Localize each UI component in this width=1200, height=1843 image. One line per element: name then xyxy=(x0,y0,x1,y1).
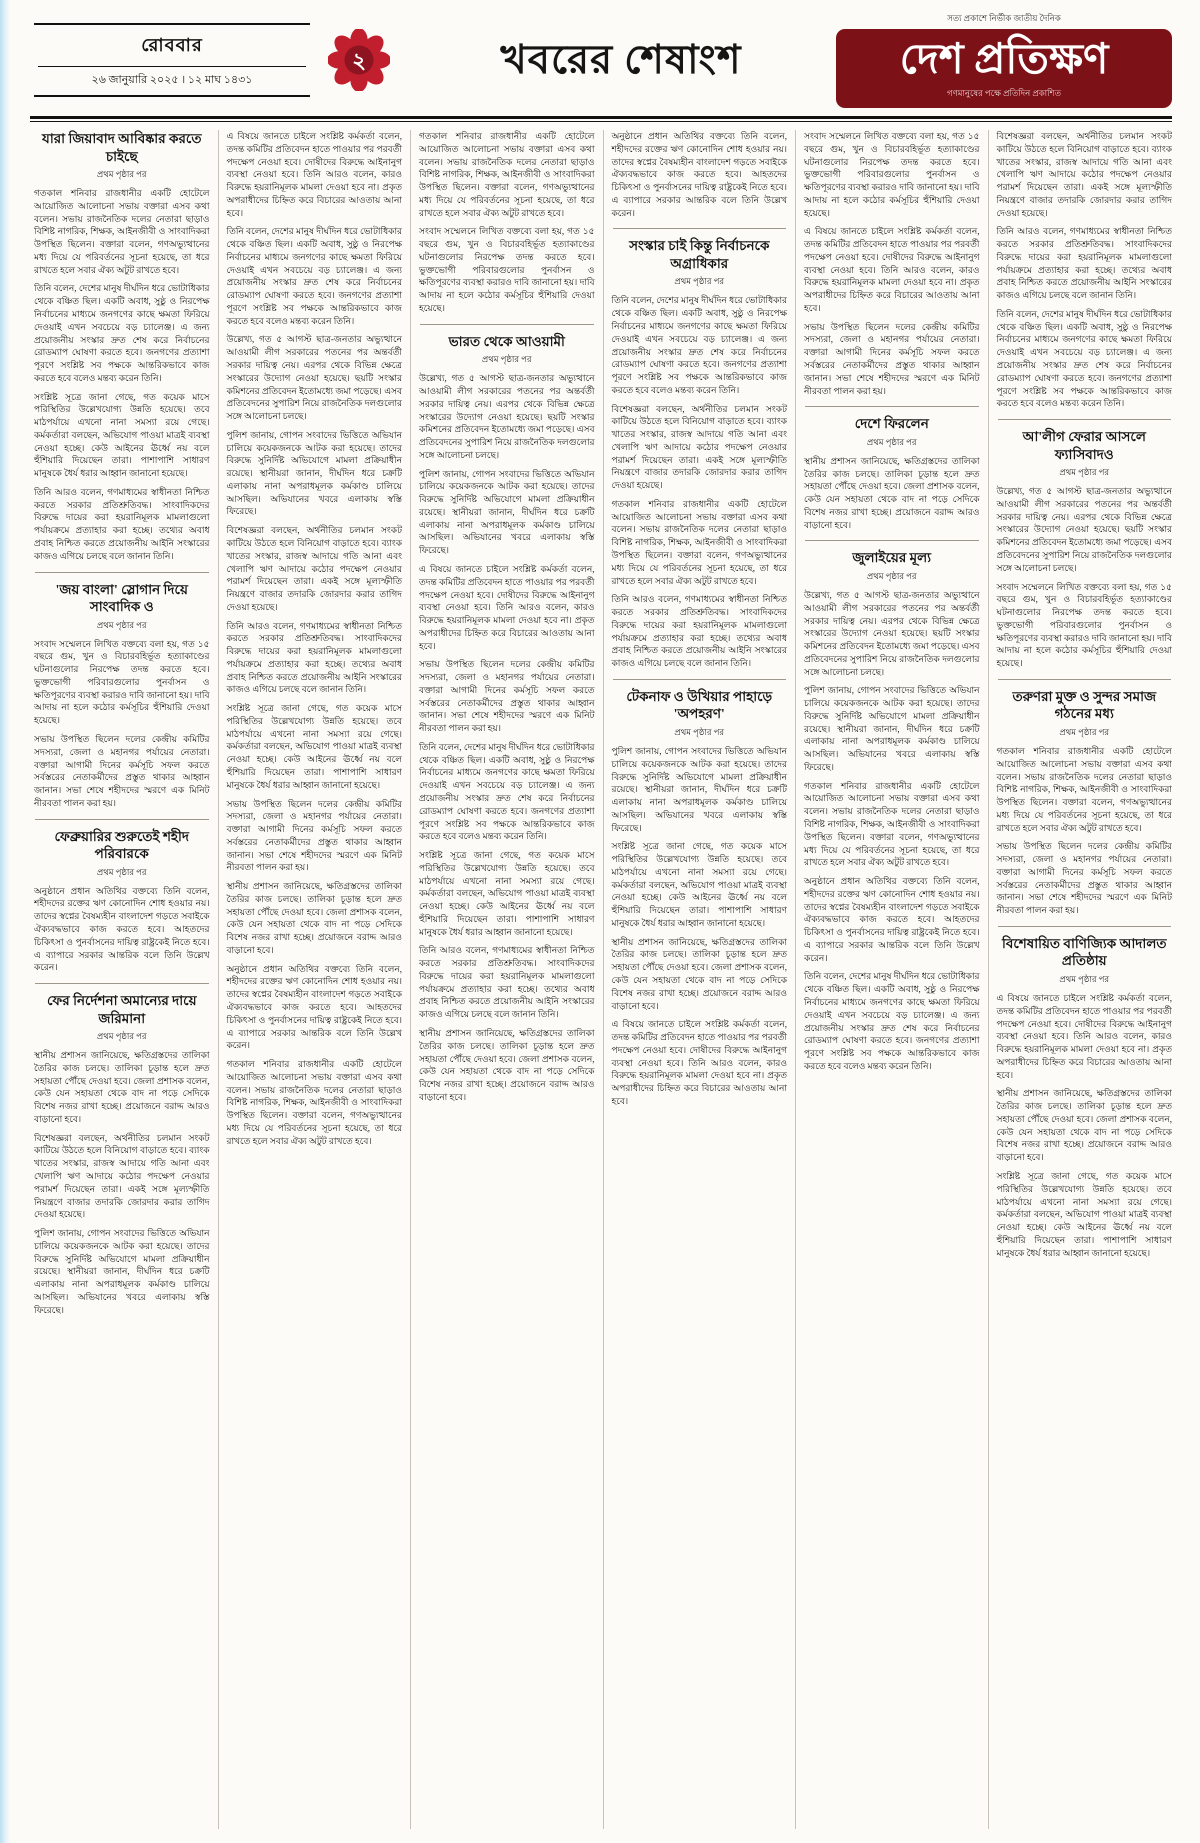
article-paragraph: স্থানীয় প্রশাসন জানিয়েছে, ক্ষতিগ্রস্তদের তালিকা তৈরির কাজ চলছে। তালিকা চূড়ান্ত হলে দ্রুত সহায়তা পৌঁছে দেওয়া হবে। জেলা প্রশাসক বলেন, কেউ যেন সহায়তা থেকে বাদ না পড়ে সেদিকে বিশেষ নজর রাখা হচ্ছে। প্রয়োজনে বরাদ্দ আরও বাড়ানো হবে। xyxy=(996,1088,1172,1163)
article-paragraph: সংবাদ সম্মেলনে লিখিত বক্তব্যে বলা হয়, গত ১৫ বছরে গুম, খুন ও বিচারবহির্ভূত হত্যাকাণ্ডের ঘটনাগুলোর নিরপেক্ষ তদন্ত করতে হবে। ভুক্তভোগী পরিবারগুলোর পুনর্বাসন ও ক্ষতিপূরণের ব্যবস্থা করারও দাবি জানানো হয়। দাবি আদায় না হলে কঠোর কর্মসূচির হুঁশিয়ারি দেওয়া হয়েছে। xyxy=(419,226,595,313)
article-headline: ভারত থেকে আওয়ামী xyxy=(420,324,594,351)
article-paragraph: সংশ্লিষ্ট সূত্রে জানা গেছে, গত কয়েক মাসে পরিস্থিতির উল্লেখযোগ্য উন্নতি হয়েছে। তবে মাঠপর্যায়ে এখনো নানা সমস্যা রয়ে গেছে। কর্মকর্তারা বলছেন, অভিযোগ পাওয়া মাত্রই ব্যবস্থা নেওয়া হচ্ছে। কেউ আইনের ঊর্ধ্বে নয় বলে হুঁশিয়ারি দিয়েছেন তারা। পাশাপাশি সাধারণ মানুষকে ধৈর্য ধরার আহ্বান জানানো হয়েছে। xyxy=(611,841,787,928)
page-header xyxy=(34,12,1172,108)
continued-from-label: প্রথম পৃষ্ঠার পর xyxy=(96,866,147,877)
article-headline: সংস্কার চাই কিন্তু নির্বাচনকে অগ্রাধিকার xyxy=(613,228,787,272)
article-paragraph: বিশেষজ্ঞরা বলছেন, অর্থনীতির চলমান সংকট কাটিয়ে উঠতে হলে বিনিয়োগ বাড়াতে হবে। ব্যাংক খাতের সংস্কার, রাজস্ব আদায়ে গতি আনা এবং খেলাপি ঋণ আদায়ে কঠোর পদক্ষেপ নেওয়ার পরামর্শ দিয়েছেন তারা। একই সঙ্গে মূল্যস্ফীতি নিয়ন্ত্রণে বাজার তদারকি জোরদার করার তাগিদ দেওয়া হয়েছে। xyxy=(226,525,402,612)
continued-from-label: প্রথম পৃষ্ঠার পর xyxy=(866,571,917,581)
article-paragraph: গতকাল শনিবার রাজধানীর একটি হোটেলে আয়োজিত আলোচনা সভায় বক্তারা এসব কথা বলেন। সভায় রাজনৈতিক দলের নেতারা ছাড়াও বিশিষ্ট নাগরিক, শিক্ষক, আইনজীবী ও সাংবাদিকরা উপস্থিত ছিলেন। বক্তারা বলেন, গণঅভ্যুত্থানের মধ্য দিয়ে যে পরিবর্তনের সূচনা হয়েছে, তা ধরে রাখতে হলে সবার ঐক্য অটুট রাখতে হবে। xyxy=(419,131,595,218)
article-paragraph: স্থানীয় প্রশাসন জানিয়েছে, ক্ষতিগ্রস্তদের তালিকা তৈরির কাজ চলছে। তালিকা চূড়ান্ত হলে দ্রুত সহায়তা পৌঁছে দেওয়া হবে। জেলা প্রশাসক বলেন, কেউ যেন সহায়তা থেকে বাদ না পড়ে সেদিকে বিশেষ নজর রাখা হচ্ছে। প্রয়োজনে বরাদ্দ আরও বাড়ানো হবে। xyxy=(419,1028,595,1102)
article-paragraph: তিনি আরও বলেন, গণমাধ্যমের স্বাধীনতা নিশ্চিত করতে সরকার প্রতিশ্রুতিবদ্ধ। সাংবাদিকদের বিরুদ্ধে দায়ের করা হয়রানিমূলক মামলাগুলো পর্যায়ক্রমে প্রত্যাহার করা হচ্ছে। তথ্যের অবাধ প্রবাহ নিশ্চিত করতে প্রয়োজনীয় আইনি সংস্কারের কাজও এগিয়ে চলছে বলে জানান তিনি। xyxy=(226,620,402,695)
article-paragraph: এ বিষয়ে জানতে চাইলে সংশ্লিষ্ট কর্মকর্তা বলেন, তদন্ত কমিটির প্রতিবেদন হাতে পাওয়ার পর পরবর্তী পদক্ষেপ নেওয়া হবে। দোষীদের বিরুদ্ধে আইনানুগ ব্যবস্থা নেওয়া হবে। তিনি আরও বলেন, কারও বিরুদ্ধে হয়রানিমূলক মামলা দেওয়া হবে না। প্রকৃত অপরাধীদের চিহ্নিত করে বিচারের আওতায় আনা হবে। xyxy=(226,131,402,218)
article-headline: দেশে ফিরলেন xyxy=(805,406,979,433)
article-paragraph: অনুষ্ঠানে প্রধান অতিথির বক্তব্যে তিনি বলেন, শহীদদের রক্তের ঋণ কোনোদিন শোধ হওয়ার নয়। তাদের স্বপ্নের বৈষম্যহীন বাংলাদেশ গড়তে সবাইকে ঐক্যবদ্ধভাবে কাজ করতে হবে। আহতদের চিকিৎসা ও পুনর্বাসনের দায়িত্ব রাষ্ট্রকেই নিতে হবে। এ ব্যাপারে সরকার আন্তরিক বলে তিনি উল্লেখ করেন। xyxy=(34,885,210,973)
paper-name: দেশ প্রতিক্ষণ xyxy=(899,37,1109,84)
page-number-ornament xyxy=(328,29,390,91)
article-paragraph: তিনি আরও বলেন, গণমাধ্যমের স্বাধীনতা নিশ্চিত করতে সরকার প্রতিশ্রুতিবদ্ধ। সাংবাদিকদের বিরুদ্ধে দায়ের করা হয়রানিমূলক মামলাগুলো পর্যায়ক্রমে প্রত্যাহার করা হচ্ছে। তথ্যের অবাধ প্রবাহ নিশ্চিত করতে প্রয়োজনীয় আইনি সংস্কারের কাজও এগিয়ে চলছে বলে জানান তিনি। xyxy=(34,486,210,561)
article-paragraph: গতকাল শনিবার রাজধানীর একটি হোটেলে আয়োজিত আলোচনা সভায় বক্তারা এসব কথা বলেন। সভায় রাজনৈতিক দলের নেতারা ছাড়াও বিশিষ্ট নাগরিক, শিক্ষক, আইনজীবী ও সাংবাদিকরা উপস্থিত ছিলেন। বক্তারা বলেন, গণঅভ্যুত্থানের মধ্য দিয়ে যে পরিবর্তনের সূচনা হয়েছে, তা ধরে রাখতে হলে সবার ঐক্য অটুট রাখতে হবে। xyxy=(34,188,210,275)
article-paragraph: উল্লেখ্য, গত ৫ আগস্ট ছাত্র-জনতার অভ্যুত্থানে আওয়ামী লীগ সরকারের পতনের পর অন্তর্বর্তী সরকার দায়িত্ব নেয়। এরপর থেকে বিভিন্ন ক্ষেত্রে সংস্কারের উদ্যোগ নেওয়া হয়েছে। ছয়টি সংস্কার কমিশনের প্রতিবেদন ইতোমধ্যে জমা পড়েছে। এসব প্রতিবেদনের সুপারিশ নিয়ে রাজনৈতিক দলগুলোর সঙ্গে আলোচনা চলছে। xyxy=(804,590,980,677)
news-column-3 xyxy=(410,130,603,1829)
article-headline: 'জয় বাংলা' স্লোগান দিয়ে সাংবাদিক ও xyxy=(35,572,209,616)
article-paragraph: সংবাদ সম্মেলনে লিখিত বক্তব্যে বলা হয়, গত ১৫ বছরে গুম, খুন ও বিচারবহির্ভূত হত্যাকাণ্ডের ঘটনাগুলোর নিরপেক্ষ তদন্ত করতে হবে। ভুক্তভোগী পরিবারগুলোর পুনর্বাসন ও ক্ষতিপূরণের ব্যবস্থা করারও দাবি জানানো হয়। দাবি আদায় না হলে কঠোর কর্মসূচির হুঁশিয়ারি দেওয়া হয়েছে। xyxy=(34,638,210,726)
article-paragraph: গতকাল শনিবার রাজধানীর একটি হোটেলে আয়োজিত আলোচনা সভায় বক্তারা এসব কথা বলেন। সভায় রাজনৈতিক দলের নেতারা ছাড়াও বিশিষ্ট নাগরিক, শিক্ষক, আইনজীবী ও সাংবাদিকরা উপস্থিত ছিলেন। বক্তারা বলেন, গণঅভ্যুত্থানের মধ্য দিয়ে যে পরিবর্তনের সূচনা হয়েছে, তা ধরে রাখতে হলে সবার ঐক্য অটুট রাখতে হবে। xyxy=(996,745,1172,833)
article-paragraph: পুলিশ জানায়, গোপন সংবাদের ভিত্তিতে অভিযান চালিয়ে কয়েকজনকে আটক করা হয়েছে। তাদের বিরুদ্ধে সুনির্দিষ্ট অভিযোগে মামলা প্রক্রিয়াধীন রয়েছে। স্থানীয়রা জানান, দীর্ঘদিন ধরে চক্রটি এলাকায় নানা অপরাধমূলক কর্মকাণ্ড চালিয়ে আসছিল। অভিযানের খবরে এলাকায় স্বস্তি ফিরেছে। xyxy=(611,745,787,833)
article-paragraph: তিনি বলেন, দেশের মানুষ দীর্ঘদিন ধরে ভোটাধিকার থেকে বঞ্চিত ছিল। একটি অবাধ, সুষ্ঠু ও নিরপেক্ষ নির্বাচনের মাধ্যমে জনগণের কাছে ক্ষমতা ফিরিয়ে দেওয়াই এখন সবচেয়ে বড় চ্যালেঞ্জ। এ জন্য প্রয়োজনীয় সংস্কার দ্রুত শেষ করে নির্বাচনের রোডম্যাপ ঘোষণা করতে হবে। জনগণের প্রত্যাশা পূরণে সংশ্লিষ্ট সব পক্ষকে আন্তরিকভাবে কাজ করতে হবে বলেও মন্তব্য করেন তিনি। xyxy=(226,226,402,326)
article-paragraph: গতকাল শনিবার রাজধানীর একটি হোটেলে আয়োজিত আলোচনা সভায় বক্তারা এসব কথা বলেন। সভায় রাজনৈতিক দলের নেতারা ছাড়াও বিশিষ্ট নাগরিক, শিক্ষক, আইনজীবী ও সাংবাদিকরা উপস্থিত ছিলেন। বক্তারা বলেন, গণঅভ্যুত্থানের মধ্য দিয়ে যে পরিবর্তনের সূচনা হয়েছে, তা ধরে রাখতে হলে সবার ঐক্য অটুট রাখতে হবে। xyxy=(804,780,980,868)
page-number: ২ xyxy=(352,48,366,73)
article-paragraph: স্থানীয় প্রশাসন জানিয়েছে, ক্ষতিগ্রস্তদের তালিকা তৈরির কাজ চলছে। তালিকা চূড়ান্ত হলে দ্রুত সহায়তা পৌঁছে দেওয়া হবে। জেলা প্রশাসক বলেন, কেউ যেন সহায়তা থেকে বাদ না পড়ে সেদিকে বিশেষ নজর রাখা হচ্ছে। প্রয়োজনে বরাদ্দ আরও বাড়ানো হবে। xyxy=(226,881,402,955)
article-paragraph: স্থানীয় প্রশাসন জানিয়েছে, ক্ষতিগ্রস্তদের তালিকা তৈরির কাজ চলছে। তালিকা চূড়ান্ত হলে দ্রুত সহায়তা পৌঁছে দেওয়া হবে। জেলা প্রশাসক বলেন, কেউ যেন সহায়তা থেকে বাদ না পড়ে সেদিকে বিশেষ নজর রাখা হচ্ছে। প্রয়োজনে বরাদ্দ আরও বাড়ানো হবে। xyxy=(34,1050,210,1124)
article-paragraph: এ বিষয়ে জানতে চাইলে সংশ্লিষ্ট কর্মকর্তা বলেন, তদন্ত কমিটির প্রতিবেদন হাতে পাওয়ার পর পরবর্তী পদক্ষেপ নেওয়া হবে। দোষীদের বিরুদ্ধে আইনানুগ ব্যবস্থা নেওয়া হবে। তিনি আরও বলেন, কারও বিরুদ্ধে হয়রানিমূলক মামলা দেওয়া হবে না। প্রকৃত অপরাধীদের চিহ্নিত করে বিচারের আওতায় আনা হবে। xyxy=(804,226,980,313)
article-headline: জুলাইয়ের মূল্য xyxy=(805,540,979,567)
article-paragraph: বিশেষজ্ঞরা বলছেন, অর্থনীতির চলমান সংকট কাটিয়ে উঠতে হলে বিনিয়োগ বাড়াতে হবে। ব্যাংক খাতের সংস্কার, রাজস্ব আদায়ে গতি আনা এবং খেলাপি ঋণ আদায়ে কঠোর পদক্ষেপ নেওয়ার পরামর্শ দিয়েছেন তারা। একই সঙ্গে মূল্যস্ফীতি নিয়ন্ত্রণে বাজার তদারকি জোরদার করার তাগিদ দেওয়া হয়েছে। xyxy=(34,1132,210,1220)
article-paragraph: স্থানীয় প্রশাসন জানিয়েছে, ক্ষতিগ্রস্তদের তালিকা তৈরির কাজ চলছে। তালিকা চূড়ান্ত হলে দ্রুত সহায়তা পৌঁছে দেওয়া হবে। জেলা প্রশাসক বলেন, কেউ যেন সহায়তা থেকে বাদ না পড়ে সেদিকে বিশেষ নজর রাখা হচ্ছে। প্রয়োজনে বরাদ্দ আরও বাড়ানো হবে। xyxy=(611,936,787,1011)
header-divider-rule xyxy=(30,116,1172,122)
continued-from-label: প্রথম পৃষ্ঠার পর xyxy=(1059,974,1110,985)
article-paragraph: পুলিশ জানায়, গোপন সংবাদের ভিত্তিতে অভিযান চালিয়ে কয়েকজনকে আটক করা হয়েছে। তাদের বিরুদ্ধে সুনির্দিষ্ট অভিযোগে মামলা প্রক্রিয়াধীন রয়েছে। স্থানীয়রা জানান, দীর্ঘদিন ধরে চক্রটি এলাকায় নানা অপরাধমূলক কর্মকাণ্ড চালিয়ে আসছিল। অভিযানের খবরে এলাকায় স্বস্তি ফিরেছে। xyxy=(804,685,980,772)
continued-from-label: প্রথম পৃষ্ঠার পর xyxy=(674,276,725,287)
continued-from-label: প্রথম পৃষ্ঠার পর xyxy=(674,726,725,737)
article-paragraph: এ বিষয়ে জানতে চাইলে সংশ্লিষ্ট কর্মকর্তা বলেন, তদন্ত কমিটির প্রতিবেদন হাতে পাওয়ার পর পরবর্তী পদক্ষেপ নেওয়া হবে। দোষীদের বিরুদ্ধে আইনানুগ ব্যবস্থা নেওয়া হবে। তিনি আরও বলেন, কারও বিরুদ্ধে হয়রানিমূলক মামলা দেওয়া হবে না। প্রকৃত অপরাধীদের চিহ্নিত করে বিচারের আওতায় আনা হবে। xyxy=(611,1019,787,1106)
news-column-2 xyxy=(218,130,411,1829)
article-paragraph: সংশ্লিষ্ট সূত্রে জানা গেছে, গত কয়েক মাসে পরিস্থিতির উল্লেখযোগ্য উন্নতি হয়েছে। তবে মাঠপর্যায়ে এখনো নানা সমস্যা রয়ে গেছে। কর্মকর্তারা বলছেন, অভিযোগ পাওয়া মাত্রই ব্যবস্থা নেওয়া হচ্ছে। কেউ আইনের ঊর্ধ্বে নয় বলে হুঁশিয়ারি দিয়েছেন তারা। পাশাপাশি সাধারণ মানুষকে ধৈর্য ধরার আহ্বান জানানো হয়েছে। xyxy=(34,391,210,479)
masthead-tagline-bottom: গণমানুষের পক্ষে প্রতিদিন প্রকাশিত xyxy=(947,87,1061,98)
article-paragraph: অনুষ্ঠানে প্রধান অতিথির বক্তব্যে তিনি বলেন, শহীদদের রক্তের ঋণ কোনোদিন শোধ হওয়ার নয়। তাদের স্বপ্নের বৈষম্যহীন বাংলাদেশ গড়তে সবাইকে ঐক্যবদ্ধভাবে কাজ করতে হবে। আহতদের চিকিৎসা ও পুনর্বাসনের দায়িত্ব রাষ্ট্রকেই নিতে হবে। এ ব্যাপারে সরকার আন্তরিক বলে তিনি উল্লেখ করেন। xyxy=(611,131,787,218)
continued-from-label: প্রথম পৃষ্ঠার পর xyxy=(96,1031,147,1042)
news-column-6 xyxy=(988,130,1173,1829)
continued-from-label: প্রথম পৃষ্ঠার পর xyxy=(1059,467,1110,478)
article-paragraph: সভায় উপস্থিত ছিলেন দলের কেন্দ্রীয় কমিটির সদস্যরা, জেলা ও মহানগর পর্যায়ের নেতারা। বক্তারা আগামী দিনের কর্মসূচি সফল করতে সর্বস্তরের নেতাকর্মীদের প্রস্তুত থাকার আহ্বান জানান। সভা শেষে শহীদদের স্মরণে এক মিনিট নীরবতা পালন করা হয়। xyxy=(34,733,210,808)
article-paragraph: সংবাদ সম্মেলনে লিখিত বক্তব্যে বলা হয়, গত ১৫ বছরে গুম, খুন ও বিচারবহির্ভূত হত্যাকাণ্ডের ঘটনাগুলোর নিরপেক্ষ তদন্ত করতে হবে। ভুক্তভোগী পরিবারগুলোর পুনর্বাসন ও ক্ষতিপূরণের ব্যবস্থা করারও দাবি জানানো হয়। দাবি আদায় না হলে কঠোর কর্মসূচির হুঁশিয়ারি দেওয়া হয়েছে। xyxy=(804,131,980,218)
article-paragraph: তিনি আরও বলেন, গণমাধ্যমের স্বাধীনতা নিশ্চিত করতে সরকার প্রতিশ্রুতিবদ্ধ। সাংবাদিকদের বিরুদ্ধে দায়ের করা হয়রানিমূলক মামলাগুলো পর্যায়ক্রমে প্রত্যাহার করা হচ্ছে। তথ্যের অবাধ প্রবাহ নিশ্চিত করতে প্রয়োজনীয় আইনি সংস্কারের কাজও এগিয়ে চলছে বলে জানান তিনি। xyxy=(611,594,787,669)
continued-from-label: প্রথম পৃষ্ঠার পর xyxy=(481,354,532,365)
article-paragraph: এ বিষয়ে জানতে চাইলে সংশ্লিষ্ট কর্মকর্তা বলেন, তদন্ত কমিটির প্রতিবেদন হাতে পাওয়ার পর পরবর্তী পদক্ষেপ নেওয়া হবে। দোষীদের বিরুদ্ধে আইনানুগ ব্যবস্থা নেওয়া হবে। তিনি আরও বলেন, কারও বিরুদ্ধে হয়রানিমূলক মামলা দেওয়া হবে না। প্রকৃত অপরাধীদের চিহ্নিত করে বিচারের আওতায় আনা হবে। xyxy=(419,563,595,651)
flower-icon xyxy=(328,29,390,91)
section-title: খবরের শেষাংশ xyxy=(500,37,742,82)
masthead-brand-block xyxy=(836,29,1172,107)
masthead xyxy=(836,12,1172,107)
article-paragraph: পুলিশ জানায়, গোপন সংবাদের ভিত্তিতে অভিযান চালিয়ে কয়েকজনকে আটক করা হয়েছে। তাদের বিরুদ্ধে সুনির্দিষ্ট অভিযোগে মামলা প্রক্রিয়াধীন রয়েছে। স্থানীয়রা জানান, দীর্ঘদিন ধরে চক্রটি এলাকায় নানা অপরাধমূলক কর্মকাণ্ড চালিয়ে আসছিল। অভিযানের খবরে এলাকায় স্বস্তি ফিরেছে। xyxy=(419,468,595,556)
article-headline: বিশেষায়িত বাণিজ্যিক আদালত প্রতিষ্ঠায় xyxy=(998,926,1172,970)
article-headline: টেকনাফ ও উখিয়ার পাহাড়ে 'অপহরণ' xyxy=(613,679,787,723)
day-date-block xyxy=(34,23,310,97)
news-column-4 xyxy=(603,130,796,1829)
article-headline: আ'লীগ ফেরার আসলে ফ্যাসিবাদও xyxy=(998,419,1172,463)
article-paragraph: বিশেষজ্ঞরা বলছেন, অর্থনীতির চলমান সংকট কাটিয়ে উঠতে হলে বিনিয়োগ বাড়াতে হবে। ব্যাংক খাতের সংস্কার, রাজস্ব আদায়ে গতি আনা এবং খেলাপি ঋণ আদায়ে কঠোর পদক্ষেপ নেওয়ার পরামর্শ দিয়েছেন তারা। একই সঙ্গে মূল্যস্ফীতি নিয়ন্ত্রণে বাজার তদারকি জোরদার করার তাগিদ দেওয়া হয়েছে। xyxy=(996,131,1172,218)
article-paragraph: উল্লেখ্য, গত ৫ আগস্ট ছাত্র-জনতার অভ্যুত্থানে আওয়ামী লীগ সরকারের পতনের পর অন্তর্বর্তী সরকার দায়িত্ব নেয়। এরপর থেকে বিভিন্ন ক্ষেত্রে সংস্কারের উদ্যোগ নেওয়া হয়েছে। ছয়টি সংস্কার কমিশনের প্রতিবেদন ইতোমধ্যে জমা পড়েছে। এসব প্রতিবেদনের সুপারিশ নিয়ে রাজনৈতিক দলগুলোর সঙ্গে আলোচনা চলছে। xyxy=(419,373,595,460)
article-paragraph: তিনি আরও বলেন, গণমাধ্যমের স্বাধীনতা নিশ্চিত করতে সরকার প্রতিশ্রুতিবদ্ধ। সাংবাদিকদের বিরুদ্ধে দায়ের করা হয়রানিমূলক মামলাগুলো পর্যায়ক্রমে প্রত্যাহার করা হচ্ছে। তথ্যের অবাধ প্রবাহ নিশ্চিত করতে প্রয়োজনীয় আইনি সংস্কারের কাজও এগিয়ে চলছে বলে জানান তিনি। xyxy=(419,945,595,1020)
scan-edge-shadow xyxy=(0,0,10,1843)
weekday-label: রোববার xyxy=(141,35,203,55)
article-paragraph: উল্লেখ্য, গত ৫ আগস্ট ছাত্র-জনতার অভ্যুত্থানে আওয়ামী লীগ সরকারের পতনের পর অন্তর্বর্তী সরকার দায়িত্ব নেয়। এরপর থেকে বিভিন্ন ক্ষেত্রে সংস্কারের উদ্যোগ নেওয়া হয়েছে। ছয়টি সংস্কার কমিশনের প্রতিবেদন ইতোমধ্যে জমা পড়েছে। এসব প্রতিবেদনের সুপারিশ নিয়ে রাজনৈতিক দলগুলোর সঙ্গে আলোচনা চলছে। xyxy=(996,486,1172,573)
article-paragraph: তিনি আরও বলেন, গণমাধ্যমের স্বাধীনতা নিশ্চিত করতে সরকার প্রতিশ্রুতিবদ্ধ। সাংবাদিকদের বিরুদ্ধে দায়ের করা হয়রানিমূলক মামলাগুলো পর্যায়ক্রমে প্রত্যাহার করা হচ্ছে। তথ্যের অবাধ প্রবাহ নিশ্চিত করতে প্রয়োজনীয় আইনি সংস্কারের কাজও এগিয়ে চলছে বলে জানান তিনি। xyxy=(996,226,1172,301)
article-headline: ফের নির্দেশনা অমান্যের দায়ে জরিমানা xyxy=(35,983,209,1027)
article-paragraph: পুলিশ জানায়, গোপন সংবাদের ভিত্তিতে অভিযান চালিয়ে কয়েকজনকে আটক করা হয়েছে। তাদের বিরুদ্ধে সুনির্দিষ্ট অভিযোগে মামলা প্রক্রিয়াধীন রয়েছে। স্থানীয়রা জানান, দীর্ঘদিন ধরে চক্রটি এলাকায় নানা অপরাধমূলক কর্মকাণ্ড চালিয়ে আসছিল। অভিযানের খবরে এলাকায় স্বস্তি ফিরেছে। xyxy=(226,429,402,517)
article-paragraph: স্থানীয় প্রশাসন জানিয়েছে, ক্ষতিগ্রস্তদের তালিকা তৈরির কাজ চলছে। তালিকা চূড়ান্ত হলে দ্রুত সহায়তা পৌঁছে দেওয়া হবে। জেলা প্রশাসক বলেন, কেউ যেন সহায়তা থেকে বাদ না পড়ে সেদিকে বিশেষ নজর রাখা হচ্ছে। প্রয়োজনে বরাদ্দ আরও বাড়ানো হবে। xyxy=(804,455,980,530)
article-paragraph: তিনি বলেন, দেশের মানুষ দীর্ঘদিন ধরে ভোটাধিকার থেকে বঞ্চিত ছিল। একটি অবাধ, সুষ্ঠু ও নিরপেক্ষ নির্বাচনের মাধ্যমে জনগণের কাছে ক্ষমতা ফিরিয়ে দেওয়াই এখন সবচেয়ে বড় চ্যালেঞ্জ। এ জন্য প্রয়োজনীয় সংস্কার দ্রুত শেষ করে নির্বাচনের রোডম্যাপ ঘোষণা করতে হবে। জনগণের প্রত্যাশা পূরণে সংশ্লিষ্ট সব পক্ষকে আন্তরিকভাবে কাজ করতে হবে বলেও মন্তব্য করেন তিনি। xyxy=(34,283,210,383)
article-paragraph: তিনি বলেন, দেশের মানুষ দীর্ঘদিন ধরে ভোটাধিকার থেকে বঞ্চিত ছিল। একটি অবাধ, সুষ্ঠু ও নিরপেক্ষ নির্বাচনের মাধ্যমে জনগণের কাছে ক্ষমতা ফিরিয়ে দেওয়াই এখন সবচেয়ে বড় চ্যালেঞ্জ। এ জন্য প্রয়োজনীয় সংস্কার দ্রুত শেষ করে নির্বাচনের রোডম্যাপ ঘোষণা করতে হবে। জনগণের প্রত্যাশা পূরণে সংশ্লিষ্ট সব পক্ষকে আন্তরিকভাবে কাজ করতে হবে বলেও মন্তব্য করেন তিনি। xyxy=(996,308,1172,409)
article-paragraph: সভায় উপস্থিত ছিলেন দলের কেন্দ্রীয় কমিটির সদস্যরা, জেলা ও মহানগর পর্যায়ের নেতারা। বক্তারা আগামী দিনের কর্মসূচি সফল করতে সর্বস্তরের নেতাকর্মীদের প্রস্তুত থাকার আহ্বান জানান। সভা শেষে শহীদদের স্মরণে এক মিনিট নীরবতা পালন করা হয়। xyxy=(419,659,595,734)
article-paragraph: সভায় উপস্থিত ছিলেন দলের কেন্দ্রীয় কমিটির সদস্যরা, জেলা ও মহানগর পর্যায়ের নেতারা। বক্তারা আগামী দিনের কর্মসূচি সফল করতে সর্বস্তরের নেতাকর্মীদের প্রস্তুত থাকার আহ্বান জানান। সভা শেষে শহীদদের স্মরণে এক মিনিট নীরবতা পালন করা হয়। xyxy=(226,798,402,873)
news-columns xyxy=(34,130,1172,1829)
article-paragraph: সংশ্লিষ্ট সূত্রে জানা গেছে, গত কয়েক মাসে পরিস্থিতির উল্লেখযোগ্য উন্নতি হয়েছে। তবে মাঠপর্যায়ে এখনো নানা সমস্যা রয়ে গেছে। কর্মকর্তারা বলছেন, অভিযোগ পাওয়া মাত্রই ব্যবস্থা নেওয়া হচ্ছে। কেউ আইনের ঊর্ধ্বে নয় বলে হুঁশিয়ারি দিয়েছেন তারা। পাশাপাশি সাধারণ মানুষকে ধৈর্য ধরার আহ্বান জানানো হয়েছে। xyxy=(996,1170,1172,1258)
article-paragraph: উল্লেখ্য, গত ৫ আগস্ট ছাত্র-জনতার অভ্যুত্থানে আওয়ামী লীগ সরকারের পতনের পর অন্তর্বর্তী সরকার দায়িত্ব নেয়। এরপর থেকে বিভিন্ন ক্ষেত্রে সংস্কারের উদ্যোগ নেওয়া হয়েছে। ছয়টি সংস্কার কমিশনের প্রতিবেদন ইতোমধ্যে জমা পড়েছে। এসব প্রতিবেদনের সুপারিশ নিয়ে রাজনৈতিক দলগুলোর সঙ্গে আলোচনা চলছে। xyxy=(226,334,402,422)
article-paragraph: তিনি বলেন, দেশের মানুষ দীর্ঘদিন ধরে ভোটাধিকার থেকে বঞ্চিত ছিল। একটি অবাধ, সুষ্ঠু ও নিরপেক্ষ নির্বাচনের মাধ্যমে জনগণের কাছে ক্ষমতা ফিরিয়ে দেওয়াই এখন সবচেয়ে বড় চ্যালেঞ্জ। এ জন্য প্রয়োজনীয় সংস্কার দ্রুত শেষ করে নির্বাচনের রোডম্যাপ ঘোষণা করতে হবে। জনগণের প্রত্যাশা পূরণে সংশ্লিষ্ট সব পক্ষকে আন্তরিকভাবে কাজ করতে হবে বলেও মন্তব্য করেন তিনি। xyxy=(419,741,595,842)
continued-from-label: প্রথম পৃষ্ঠার পর xyxy=(96,619,147,630)
article-headline: যারা জিয়াবাদ আবিষ্কার করতে চাইছে xyxy=(42,131,202,164)
article-paragraph: অনুষ্ঠানে প্রধান অতিথির বক্তব্যে তিনি বলেন, শহীদদের রক্তের ঋণ কোনোদিন শোধ হওয়ার নয়। তাদের স্বপ্নের বৈষম্যহীন বাংলাদেশ গড়তে সবাইকে ঐক্যবদ্ধভাবে কাজ করতে হবে। আহতদের চিকিৎসা ও পুনর্বাসনের দায়িত্ব রাষ্ট্রকেই নিতে হবে। এ ব্যাপারে সরকার আন্তরিক বলে তিনি উল্লেখ করেন। xyxy=(226,963,402,1051)
news-column-5 xyxy=(795,130,988,1829)
article-paragraph: সভায় উপস্থিত ছিলেন দলের কেন্দ্রীয় কমিটির সদস্যরা, জেলা ও মহানগর পর্যায়ের নেতারা। বক্তারা আগামী দিনের কর্মসূচি সফল করতে সর্বস্তরের নেতাকর্মীদের প্রস্তুত থাকার আহ্বান জানান। সভা শেষে শহীদদের স্মরণে এক মিনিট নীরবতা পালন করা হয়। xyxy=(996,841,1172,916)
masthead-tagline-top: সত্য প্রকাশে নির্ভীক জাতীয় দৈনিক xyxy=(947,13,1061,24)
article-paragraph: সংবাদ সম্মেলনে লিখিত বক্তব্যে বলা হয়, গত ১৫ বছরে গুম, খুন ও বিচারবহির্ভূত হত্যাকাণ্ডের ঘটনাগুলোর নিরপেক্ষ তদন্ত করতে হবে। ভুক্তভোগী পরিবারগুলোর পুনর্বাসন ও ক্ষতিপূরণের ব্যবস্থা করারও দাবি জানানো হয়। দাবি আদায় না হলে কঠোর কর্মসূচির হুঁশিয়ারি দেওয়া হয়েছে। xyxy=(996,581,1172,669)
continued-from-label: প্রথম পৃষ্ঠার পর xyxy=(1059,726,1110,737)
article-headline: ফেব্রুয়ারির শুরুতেই শহীদ পরিবারকে xyxy=(35,819,209,863)
article-paragraph: তিনি বলেন, দেশের মানুষ দীর্ঘদিন ধরে ভোটাধিকার থেকে বঞ্চিত ছিল। একটি অবাধ, সুষ্ঠু ও নিরপেক্ষ নির্বাচনের মাধ্যমে জনগণের কাছে ক্ষমতা ফিরিয়ে দেওয়াই এখন সবচেয়ে বড় চ্যালেঞ্জ। এ জন্য প্রয়োজনীয় সংস্কার দ্রুত শেষ করে নির্বাচনের রোডম্যাপ ঘোষণা করতে হবে। জনগণের প্রত্যাশা পূরণে সংশ্লিষ্ট সব পক্ষকে আন্তরিকভাবে কাজ করতে হবে বলেও মন্তব্য করেন তিনি। xyxy=(804,971,980,1071)
continued-from-label: প্রথম পৃষ্ঠার পর xyxy=(866,436,917,447)
continued-from-label: প্রথম পৃষ্ঠার পর xyxy=(96,169,147,180)
article-paragraph: গতকাল শনিবার রাজধানীর একটি হোটেলে আয়োজিত আলোচনা সভায় বক্তারা এসব কথা বলেন। সভায় রাজনৈতিক দলের নেতারা ছাড়াও বিশিষ্ট নাগরিক, শিক্ষক, আইনজীবী ও সাংবাদিকরা উপস্থিত ছিলেন। বক্তারা বলেন, গণঅভ্যুত্থানের মধ্য দিয়ে যে পরিবর্তনের সূচনা হয়েছে, তা ধরে রাখতে হলে সবার ঐক্য অটুট রাখতে হবে। xyxy=(226,1059,402,1146)
article-paragraph: বিশেষজ্ঞরা বলছেন, অর্থনীতির চলমান সংকট কাটিয়ে উঠতে হলে বিনিয়োগ বাড়াতে হবে। ব্যাংক খাতের সংস্কার, রাজস্ব আদায়ে গতি আনা এবং খেলাপি ঋণ আদায়ে কঠোর পদক্ষেপ নেওয়ার পরামর্শ দিয়েছেন তারা। একই সঙ্গে মূল্যস্ফীতি নিয়ন্ত্রণে বাজার তদারকি জোরদার করার তাগিদ দেওয়া হয়েছে। xyxy=(611,403,787,491)
article-paragraph: সংশ্লিষ্ট সূত্রে জানা গেছে, গত কয়েক মাসে পরিস্থিতির উল্লেখযোগ্য উন্নতি হয়েছে। তবে মাঠপর্যায়ে এখনো নানা সমস্যা রয়ে গেছে। কর্মকর্তারা বলছেন, অভিযোগ পাওয়া মাত্রই ব্যবস্থা নেওয়া হচ্ছে। কেউ আইনের ঊর্ধ্বে নয় বলে হুঁশিয়ারি দিয়েছেন তারা। পাশাপাশি সাধারণ মানুষকে ধৈর্য ধরার আহ্বান জানানো হয়েছে। xyxy=(226,703,402,790)
article-headline: তরুণরা মুক্ত ও সুন্দর সমাজ গঠনের মধ্য xyxy=(998,679,1172,723)
article-paragraph: অনুষ্ঠানে প্রধান অতিথির বক্তব্যে তিনি বলেন, শহীদদের রক্তের ঋণ কোনোদিন শোধ হওয়ার নয়। তাদের স্বপ্নের বৈষম্যহীন বাংলাদেশ গড়তে সবাইকে ঐক্যবদ্ধভাবে কাজ করতে হবে। আহতদের চিকিৎসা ও পুনর্বাসনের দায়িত্ব রাষ্ট্রকেই নিতে হবে। এ ব্যাপারে সরকার আন্তরিক বলে তিনি উল্লেখ করেন। xyxy=(804,876,980,963)
article-paragraph: এ বিষয়ে জানতে চাইলে সংশ্লিষ্ট কর্মকর্তা বলেন, তদন্ত কমিটির প্রতিবেদন হাতে পাওয়ার পর পরবর্তী পদক্ষেপ নেওয়া হবে। দোষীদের বিরুদ্ধে আইনানুগ ব্যবস্থা নেওয়া হবে। তিনি আরও বলেন, কারও বিরুদ্ধে হয়রানিমূলক মামলা দেওয়া হবে না। প্রকৃত অপরাধীদের চিহ্নিত করে বিচারের আওতায় আনা হবে। xyxy=(996,993,1172,1080)
article-paragraph: পুলিশ জানায়, গোপন সংবাদের ভিত্তিতে অভিযান চালিয়ে কয়েকজনকে আটক করা হয়েছে। তাদের বিরুদ্ধে সুনির্দিষ্ট অভিযোগে মামলা প্রক্রিয়াধীন রয়েছে। স্থানীয়রা জানান, দীর্ঘদিন ধরে চক্রটি এলাকায় নানা অপরাধমূলক কর্মকাণ্ড চালিয়ে আসছিল। অভিযানের খবরে এলাকায় স্বস্তি ফিরেছে। xyxy=(34,1228,210,1315)
news-column-1 xyxy=(34,130,218,1829)
article-paragraph: সভায় উপস্থিত ছিলেন দলের কেন্দ্রীয় কমিটির সদস্যরা, জেলা ও মহানগর পর্যায়ের নেতারা। বক্তারা আগামী দিনের কর্মসূচি সফল করতে সর্বস্তরের নেতাকর্মীদের প্রস্তুত থাকার আহ্বান জানান। সভা শেষে শহীদদের স্মরণে এক মিনিট নীরবতা পালন করা হয়। xyxy=(804,321,980,396)
date-line: ২৬ জানুয়ারি ২০২৫ । ১২ মাঘ ১৪৩১ xyxy=(38,66,306,90)
article-paragraph: তিনি বলেন, দেশের মানুষ দীর্ঘদিন ধরে ভোটাধিকার থেকে বঞ্চিত ছিল। একটি অবাধ, সুষ্ঠু ও নিরপেক্ষ নির্বাচনের মাধ্যমে জনগণের কাছে ক্ষমতা ফিরিয়ে দেওয়াই এখন সবচেয়ে বড় চ্যালেঞ্জ। এ জন্য প্রয়োজনীয় সংস্কার দ্রুত শেষ করে নির্বাচনের রোডম্যাপ ঘোষণা করতে হবে। জনগণের প্রত্যাশা পূরণে সংশ্লিষ্ট সব পক্ষকে আন্তরিকভাবে কাজ করতে হবে বলেও মন্তব্য করেন তিনি। xyxy=(611,295,787,395)
article-paragraph: গতকাল শনিবার রাজধানীর একটি হোটেলে আয়োজিত আলোচনা সভায় বক্তারা এসব কথা বলেন। সভায় রাজনৈতিক দলের নেতারা ছাড়াও বিশিষ্ট নাগরিক, শিক্ষক, আইনজীবী ও সাংবাদিকরা উপস্থিত ছিলেন। বক্তারা বলেন, গণঅভ্যুত্থানের মধ্য দিয়ে যে পরিবর্তনের সূচনা হয়েছে, তা ধরে রাখতে হলে সবার ঐক্য অটুট রাখতে হবে। xyxy=(611,498,787,586)
article-paragraph: সংশ্লিষ্ট সূত্রে জানা গেছে, গত কয়েক মাসে পরিস্থিতির উল্লেখযোগ্য উন্নতি হয়েছে। তবে মাঠপর্যায়ে এখনো নানা সমস্যা রয়ে গেছে। কর্মকর্তারা বলছেন, অভিযোগ পাওয়া মাত্রই ব্যবস্থা নেওয়া হচ্ছে। কেউ আইনের ঊর্ধ্বে নয় বলে হুঁশিয়ারি দিয়েছেন তারা। পাশাপাশি সাধারণ মানুষকে ধৈর্য ধরার আহ্বান জানানো হয়েছে। xyxy=(419,850,595,937)
